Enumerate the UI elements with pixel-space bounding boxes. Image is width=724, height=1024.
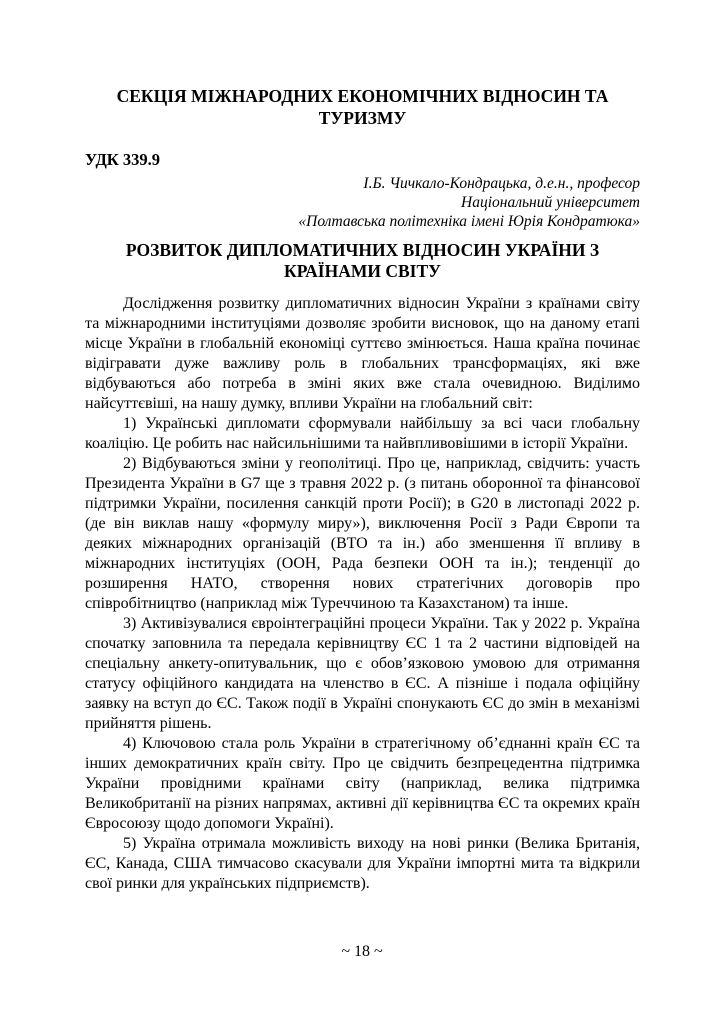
author-block	[85, 174, 640, 231]
section-title: СЕКЦІЯ МІЖНАРОДНИХ ЕКОНОМІЧНИХ ВІДНОСИН ТА ТУРИЗМУ	[116, 86, 609, 128]
paragraph-item-3: 3) Активізувалися євроінтеграційні процеси України. Так у 2022 р. Україна спочатку заповнила та передала керівництву ЄС 1 та 2 частини відповідей на спеціальну анкету-опитувальник, що є обов’язковою умовою для отримання статусу офіційного кандидата на членство в ЄС. А пізніше і подала офіційну заявку на вступ до ЄС. Також події в Україні спонукають ЄС до змін в механізмі прийняття рішень.	[85, 615, 640, 732]
author-affiliation-line-2: «Полтавська політехніка імені Юрія Кондратюка»	[298, 213, 640, 230]
paragraph-intro: Дослідження розвитку дипломатичних відносин України з країнами світу та міжнародними інституціями дозволяє зробити висновок, що на даному етапі місце України в глобальній економіці суттєво змінюється. Наша країна починає відігравати дуже важливу роль в глобальних трансформаціях, які вже відбуваються або потреба в зміні яких вже стала очевидною. Виділимо найсуттєвіші, на нашу думку, впливи України на глобальний світ:	[85, 295, 640, 412]
author-affiliation-line-1: Національний університет	[461, 194, 640, 211]
paragraph-item-4: 4) Ключовою стала роль України в стратегічному об’єднанні країн ЄС та інших демократичних країн світу. Про це свідчить безпрецедентна підтримка України провідними країнами світу (наприклад, велика підтримка Великобританії на різних напрямах, активні дії керівництва ЄС та окремих країн Євросоюзу щодо допомоги Україні).	[85, 735, 640, 832]
article-body	[85, 294, 640, 894]
paragraph-item-1: 1) Українські дипломати сформували найбільшу за всі часи глобальну коаліцію. Це робить нас найсильнішими та найвпливовішими в історії України.	[85, 415, 640, 452]
paragraph-item-5: 5) Україна отримала можливість виходу на нові ринки (Велика Британія, ЄС, Канада, США тимчасово скасували для України імпортні мита та відкрили свої ринки для українських підприємств).	[85, 835, 640, 892]
article-title: РОЗВИТОК ДИПЛОМАТИЧНИХ ВІДНОСИН УКРАЇНИ З КРАЇНАМИ СВІТУ	[125, 240, 600, 281]
page-number: ~ 18 ~	[341, 943, 383, 960]
author-name: І.Б. Чичкало-Кондрацька, д.е.н., професор	[363, 175, 640, 192]
udk-code: УДК 339.9	[85, 150, 161, 169]
paragraph-item-2: 2) Відбуваються зміни у геополітиці. Про це, наприклад, свідчить: участь Президента України в G7 ще з травня 2022 р. (з питань оборонної та фінансової підтримки України, посилення санкцій проти Росії); в G20 в листопаді 2022 р. (де він виклав нашу «формулу миру»), виключення Росії з Ради Європи та деяких міжнародних організацій (ВТО та ін.) або зменшення її впливу в міжнародних інституціях (ООН, Рада безпеки ООН та ін.); тенденції до розширення НАТО, створення нових стратегічних договорів про співробітництво (наприклад між Туреччиною та Казахстаном) та інше.	[85, 455, 640, 612]
